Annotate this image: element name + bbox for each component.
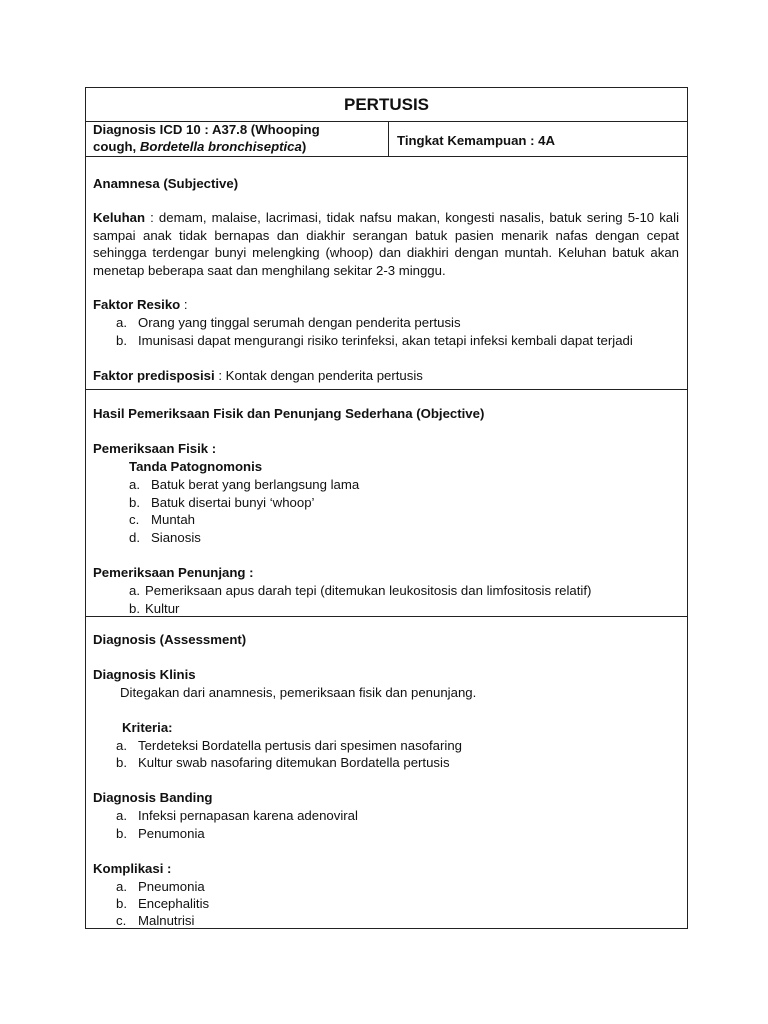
list-marker: b.: [116, 755, 127, 770]
diagnosis-organism: Bordetella bronchiseptica: [139, 139, 302, 154]
list-text: Encephalitis: [138, 896, 210, 911]
list-item: [116, 878, 205, 896]
list-item: [116, 332, 633, 350]
list-text: Penumonia: [138, 826, 205, 841]
list-text: Batuk berat yang berlangsung lama: [151, 477, 360, 492]
list-marker: a.: [116, 879, 127, 894]
keluhan-paragraph: [93, 209, 679, 279]
list-marker: c.: [116, 913, 127, 928]
subjective-section: [86, 156, 687, 390]
pemeriksaan-fisik-label: Pemeriksaan Fisik :: [93, 441, 217, 456]
list-text: Sianosis: [151, 530, 201, 545]
diagnosis-line-1: Diagnosis ICD 10 : A37.8 (Whooping: [93, 122, 320, 137]
faktor-resiko-colon: :: [180, 297, 188, 312]
list-text: Batuk disertai bunyi ‘whoop’: [151, 495, 315, 510]
diagnosis-line-2-start: cough,: [93, 139, 140, 154]
list-marker: c.: [129, 512, 140, 527]
list-marker: a.: [116, 808, 127, 823]
list-item: [129, 476, 359, 494]
predisposisi-line: [93, 367, 423, 385]
list-item: [116, 912, 194, 930]
predisposisi-label: Faktor predisposisi: [93, 368, 215, 383]
diagnosis-klinis-text: Ditegakan dari anamnesis, pemeriksaan fisik dan penunjang.: [120, 685, 477, 700]
list-item: [116, 807, 358, 825]
keluhan-text: : demam, malaise, lacrimasi, tidak nafsu makan, kongesti nasalis, batuk sering 5-10 kali sampai anak tidak bernapas dan diakhir serangan batuk pasien menarik nafas dengan cepat sehingga terdengar bunyi melengking (whoop) dan diakhiri dengan muntah. Keluhan batuk akan menetap beberapa saat dan menghilang sekitar 2-3 minggu.: [93, 210, 679, 278]
list-marker: b.: [129, 601, 140, 616]
assessment-section: [86, 617, 687, 928]
tanda-patognomonis-label: Tanda Patognomonis: [129, 459, 263, 474]
diagnosis-banding-label: Diagnosis Banding: [93, 790, 213, 805]
list-text: Malnutrisi: [138, 913, 195, 928]
page-title: PERTUSIS: [86, 88, 687, 122]
pemeriksaan-penunjang-label: Pemeriksaan Penunjang :: [93, 565, 254, 580]
list-item: [129, 600, 179, 618]
list-item: [129, 582, 591, 600]
faktor-resiko-line: [93, 296, 188, 314]
list-marker: a.: [129, 583, 140, 598]
list-marker: a.: [116, 738, 127, 753]
list-marker: b.: [116, 896, 127, 911]
list-text: Infeksi pernapasan karena adenoviral: [138, 808, 358, 823]
list-item: [129, 511, 195, 529]
header-row: [86, 121, 687, 157]
diagnosis-line-2: [93, 138, 388, 155]
diagnosis-icd-cell: [86, 121, 389, 156]
kriteria-label: Kriteria:: [122, 720, 173, 735]
objective-section: [86, 390, 687, 617]
list-item: [116, 737, 462, 755]
list-marker: a.: [116, 315, 127, 330]
list-item: [116, 895, 209, 913]
list-text: Pemeriksaan apus darah tepi (ditemukan leukositosis dan limfositosis relatif): [145, 583, 592, 598]
list-text: Pneumonia: [138, 879, 205, 894]
list-text: Muntah: [151, 512, 195, 527]
list-item: [129, 529, 201, 547]
list-marker: b.: [116, 333, 127, 348]
list-marker: d.: [129, 530, 140, 545]
tingkat-kemampuan: Tingkat Kemampuan : 4A: [397, 133, 556, 148]
list-marker: a.: [129, 477, 140, 492]
faktor-resiko-label: Faktor Resiko: [93, 297, 181, 312]
predisposisi-text: : Kontak dengan penderita pertusis: [214, 368, 423, 383]
assessment-heading: Diagnosis (Assessment): [93, 632, 247, 647]
document-table: [85, 87, 688, 929]
list-text: Orang yang tinggal serumah dengan penderita pertusis: [138, 315, 461, 330]
list-item: [116, 314, 461, 332]
list-item: [116, 754, 450, 772]
list-text: Kultur: [145, 601, 180, 616]
list-item: [129, 494, 314, 512]
list-text: Imunisasi dapat mengurangi risiko terinfeksi, akan tetapi infeksi kembali dapat terjadi: [138, 333, 633, 348]
keluhan-label: Keluhan: [93, 210, 146, 225]
list-text: Terdeteksi Bordatella pertusis dari spesimen nasofaring: [138, 738, 462, 753]
objective-heading: Hasil Pemeriksaan Fisik dan Penunjang Sederhana (Objective): [93, 406, 485, 421]
list-text: Kultur swab nasofaring ditemukan Bordatella pertusis: [138, 755, 450, 770]
subjective-heading: Anamnesa (Subjective): [93, 176, 239, 191]
list-item: [116, 825, 205, 843]
diagnosis-klinis-label: Diagnosis Klinis: [93, 667, 196, 682]
diagnosis-line-2-end: ): [301, 139, 307, 154]
list-marker: b.: [116, 826, 127, 841]
komplikasi-label: Komplikasi :: [93, 861, 172, 876]
list-marker: b.: [129, 495, 140, 510]
